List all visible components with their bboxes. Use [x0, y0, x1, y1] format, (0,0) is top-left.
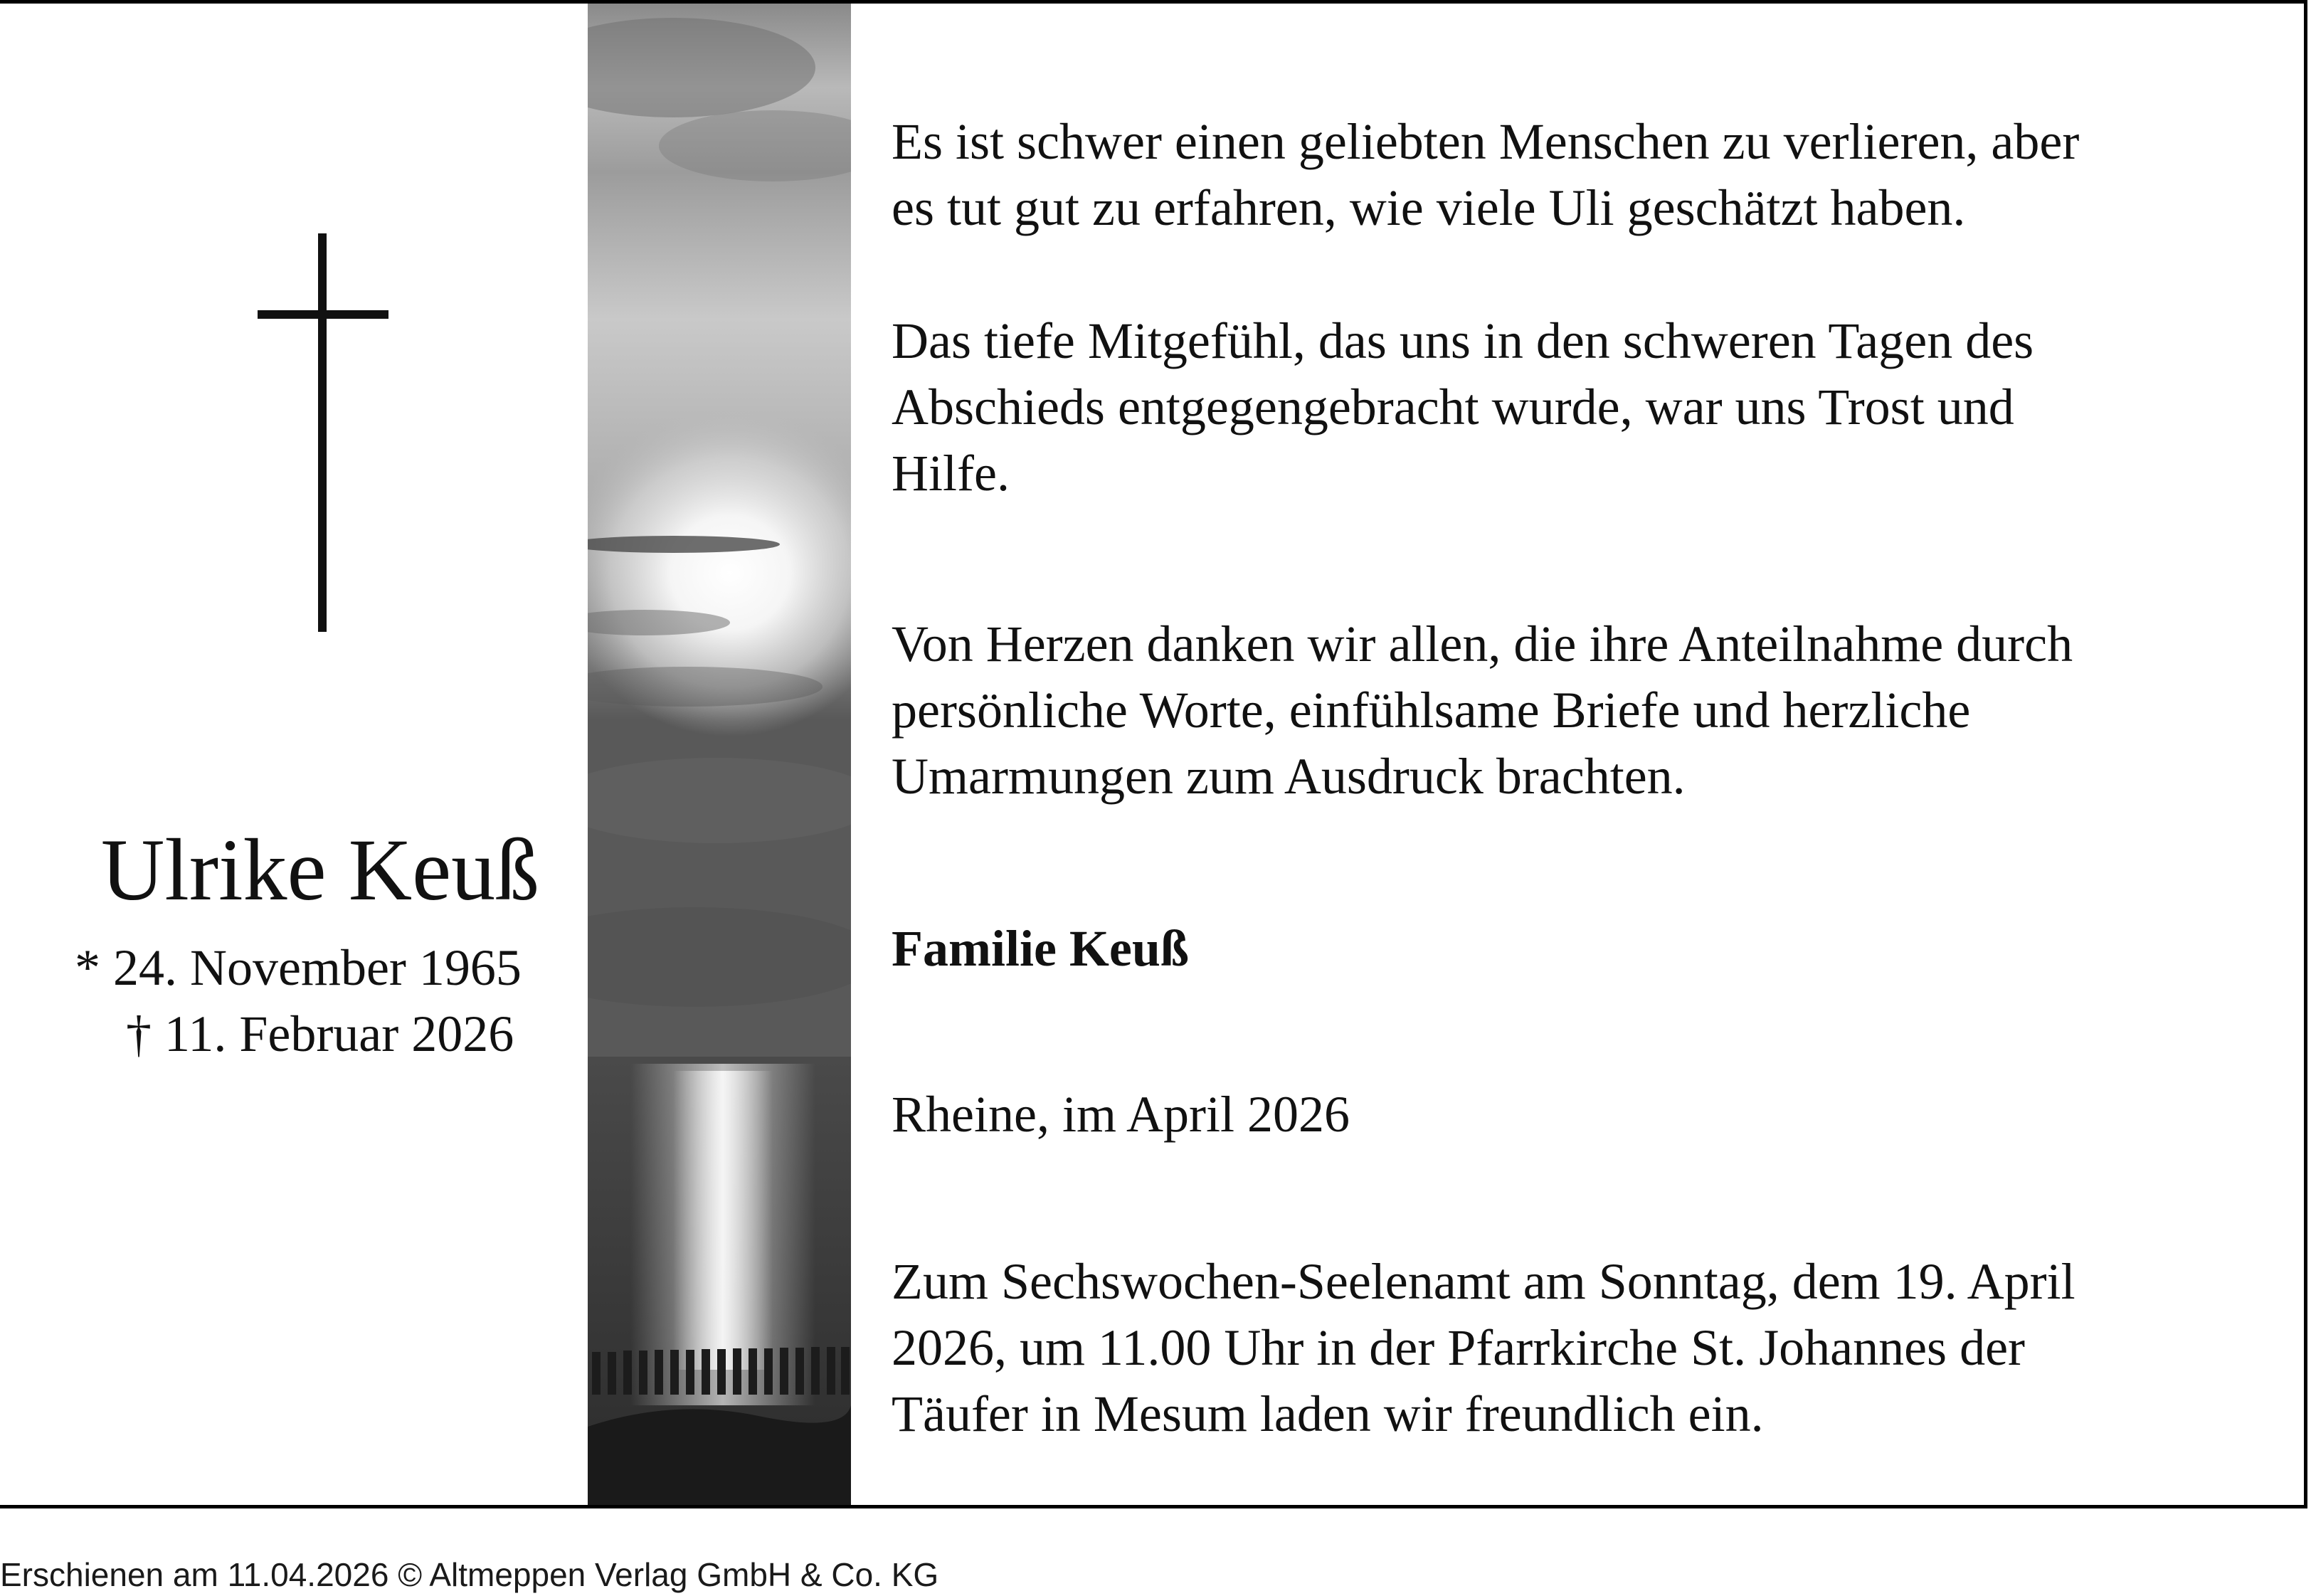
death-date: † 11. Februar 2026 — [126, 1005, 514, 1062]
message-paragraph-2 — [892, 308, 2272, 507]
birth-date: * 24. November 1965 — [75, 939, 522, 996]
message-paragraph-1 — [892, 109, 2272, 241]
text-line: 2026, um 11.00 Uhr in der Pfarrkirche St. Johannes der — [892, 1319, 2025, 1376]
family-signature: Familie Keuß — [892, 920, 1189, 977]
text-line: Hilfe. — [892, 445, 1010, 502]
message-paragraph-3 — [892, 611, 2272, 810]
cross-icon — [258, 233, 388, 632]
text-line: Von Herzen danken wir allen, die ihre Anteilnahme durch — [892, 615, 2073, 672]
sunset-sea-photo — [588, 4, 851, 1508]
text-line: Täufer in Mesum laden wir freundlich ein. — [892, 1385, 1764, 1442]
service-announcement — [892, 1249, 2272, 1447]
text-line: persönliche Worte, einfühlsame Briefe und herzliche — [892, 682, 1971, 739]
text-line: Umarmungen zum Ausdruck brachten. — [892, 748, 1686, 805]
text-line: Abschieds entgegengebracht wurde, war uns Trost und — [892, 379, 2014, 435]
publication-footer: Erschienen am 11.04.2026 © Altmeppen Verlag GmbH & Co. KG — [0, 1556, 939, 1593]
text-line: Das tiefe Mitgefühl, das uns in den schweren Tagen des — [892, 312, 2034, 369]
text-line: Es ist schwer einen geliebten Menschen zu verlieren, aber — [892, 113, 2080, 170]
text-line: es tut gut zu erfahren, wie viele Uli geschätzt haben. — [892, 179, 1966, 236]
deceased-name: Ulrike Keuß — [100, 821, 540, 919]
place-and-date: Rheine, im April 2026 — [892, 1086, 1350, 1143]
text-line: Zum Sechswochen-Seelenamt am Sonntag, dem 19. April — [892, 1253, 2075, 1310]
